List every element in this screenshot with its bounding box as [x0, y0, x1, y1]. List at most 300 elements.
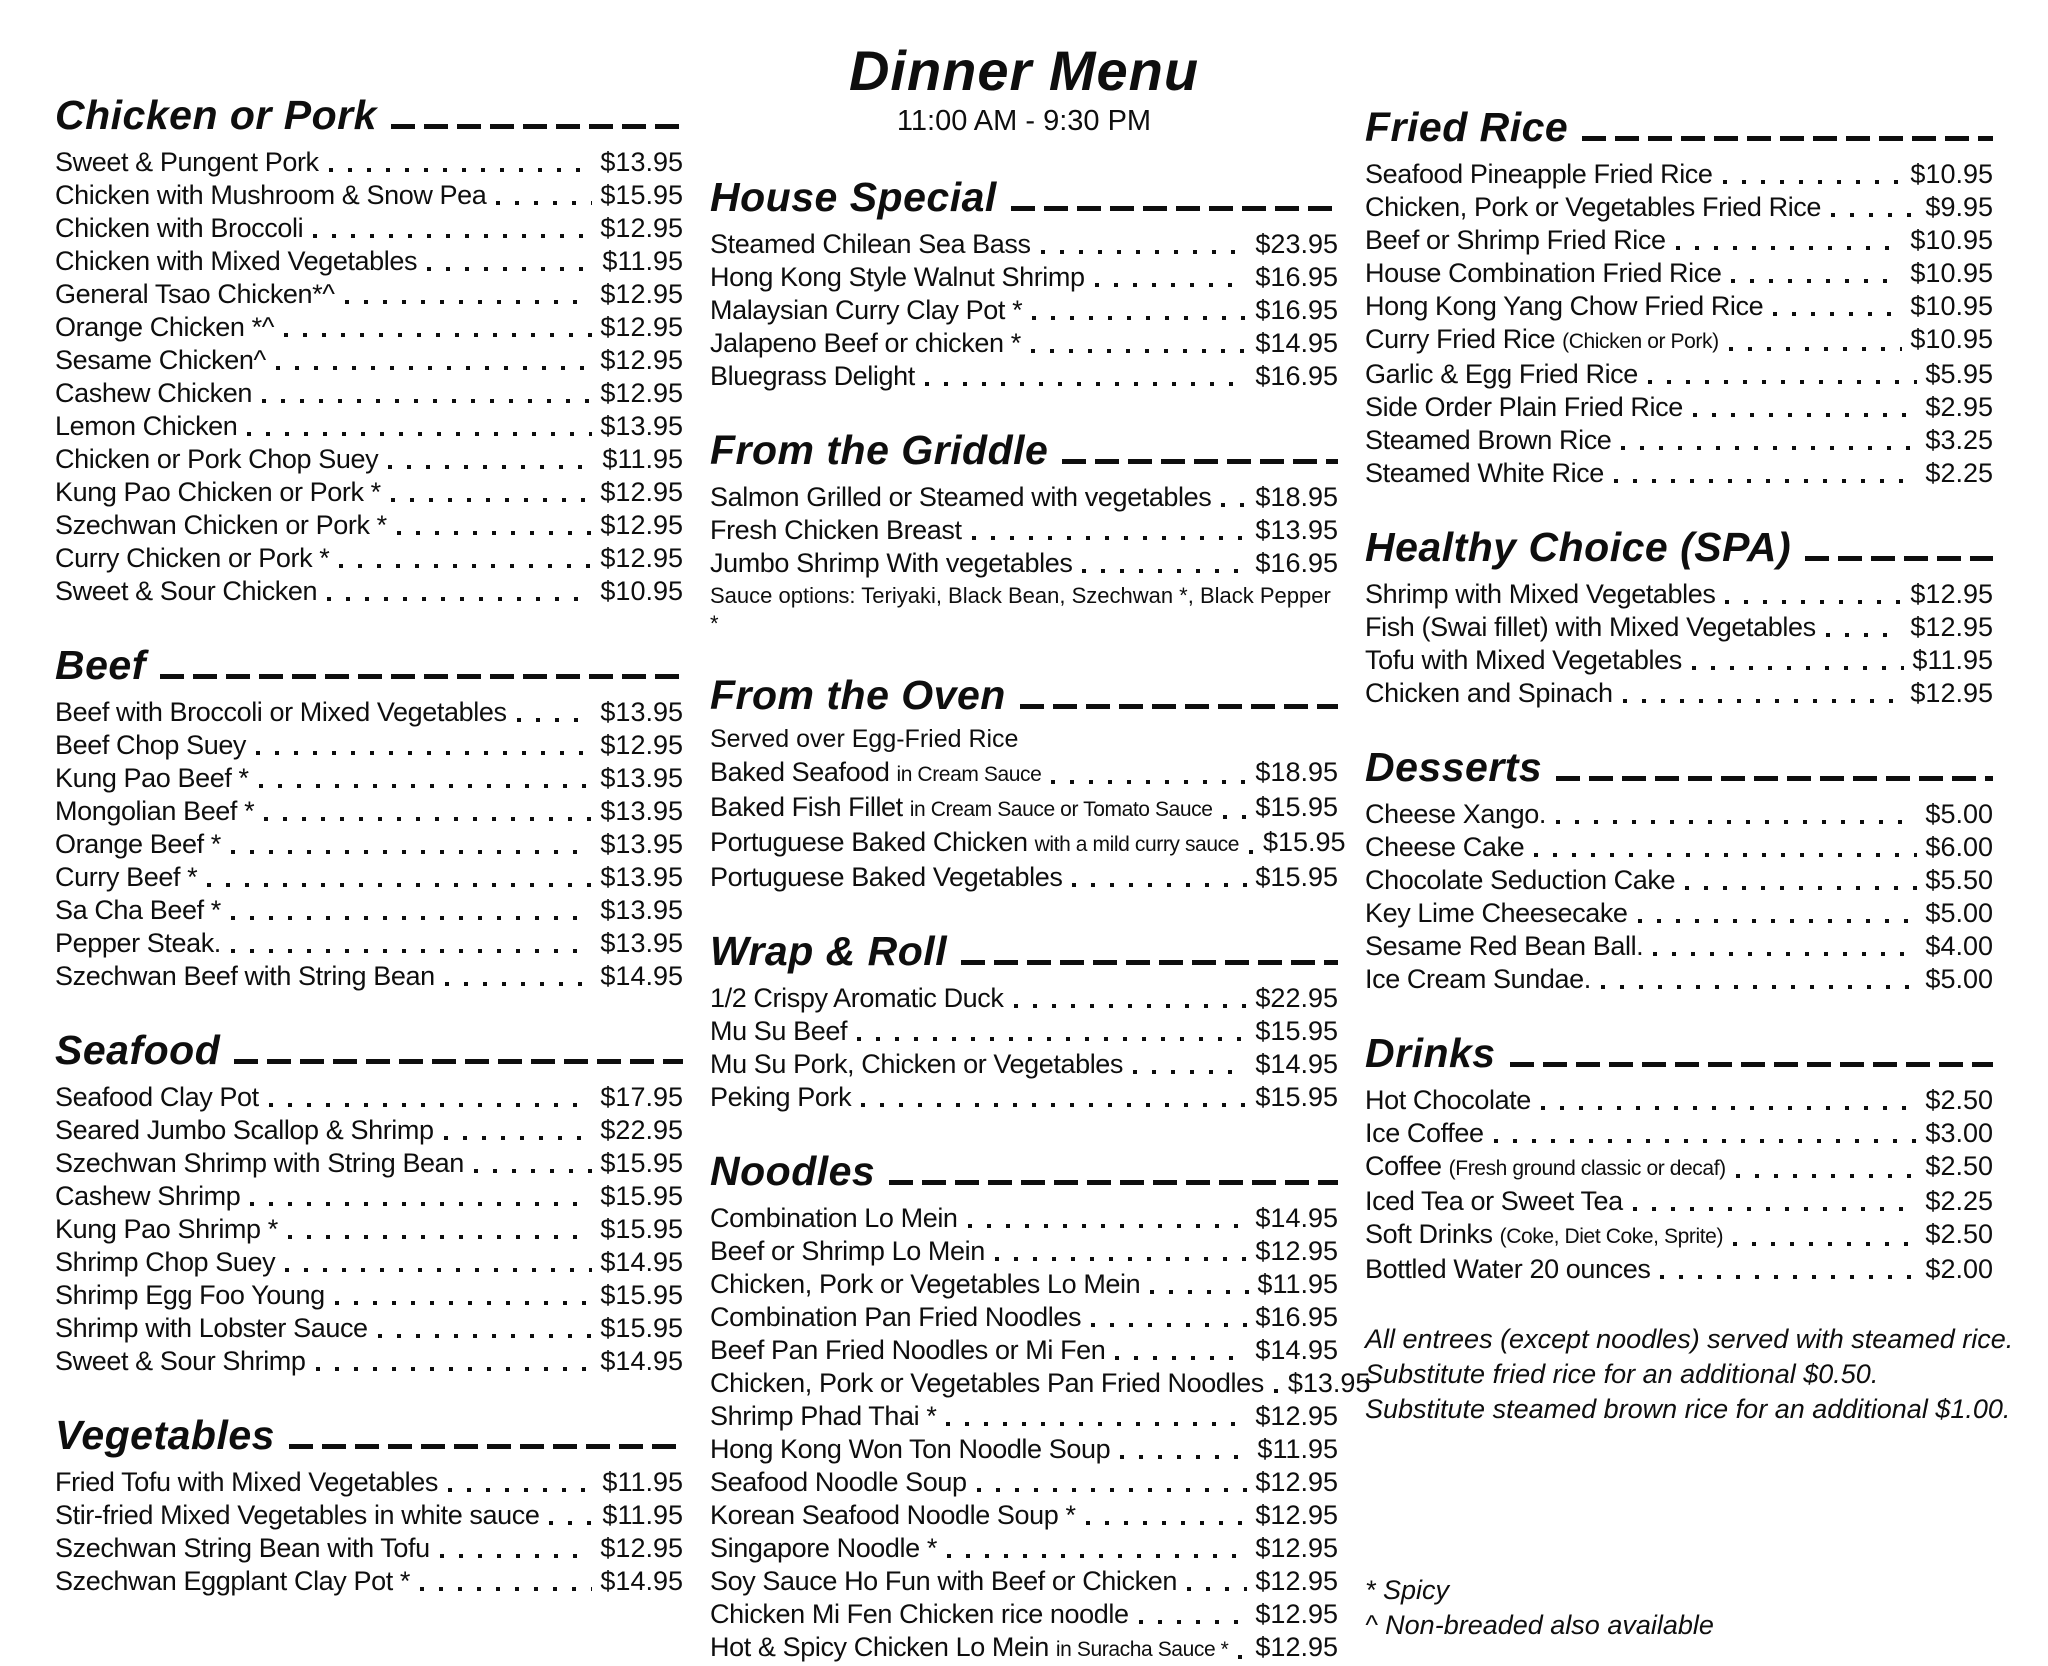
item-name: Beef or Shrimp Lo Mein: [710, 1236, 985, 1266]
item-name: Shrimp with Mixed Vegetables: [1365, 579, 1716, 609]
item-name: Mu Su Pork, Chicken or Vegetables: [710, 1049, 1124, 1079]
item-name: Combination Pan Fried Noodles: [710, 1302, 1082, 1332]
dot-leader: [1133, 1070, 1247, 1074]
item-name: Orange Chicken *^: [55, 312, 274, 342]
dot-leader: [1676, 246, 1903, 250]
item-note: (Fresh ground classic or decaf): [1448, 1157, 1726, 1180]
menu-item-row: [710, 1499, 1338, 1532]
menu-section: [1365, 744, 1993, 996]
menu-column-right: [1365, 104, 2014, 1666]
item-price: $12.95: [1255, 1632, 1338, 1662]
item-price: $13.95: [600, 862, 683, 892]
menu-item-row: [710, 327, 1338, 360]
item-price: $2.50: [1925, 1085, 1993, 1115]
item-price: $13.95: [600, 928, 683, 958]
item-price: $15.95: [1255, 862, 1338, 892]
menu-item-row: [55, 828, 683, 861]
menu-item-row: [710, 1598, 1338, 1631]
dot-leader: [316, 1367, 593, 1371]
menu-item-row: [710, 1367, 1371, 1400]
section-header: [55, 1412, 683, 1458]
menu-item-row: [55, 1213, 683, 1246]
menu-item-row: [710, 1565, 1338, 1598]
dot-leader: [1187, 1587, 1247, 1591]
dot-leader: [968, 1224, 1248, 1228]
dot-leader: [1723, 180, 1903, 184]
menu-item-row: [1365, 257, 1993, 290]
section-header: [710, 427, 1338, 473]
item-name: Sweet & Pungent Pork: [55, 147, 319, 177]
section-header: [710, 174, 1338, 220]
dot-leader: [329, 168, 593, 172]
section-title: Desserts: [1365, 744, 1543, 790]
menu-item-row: [55, 1114, 683, 1147]
dot-leader: [1831, 213, 1917, 217]
item-name: Bottled Water 20 ounces: [1365, 1254, 1651, 1284]
item-name: Sesame Red Bean Ball.: [1365, 931, 1644, 961]
item-price: $5.00: [1925, 964, 1993, 994]
service-notes: [1365, 1322, 2014, 1427]
item-name: Fish (Swai fillet) with Mixed Vegetables: [1365, 612, 1816, 642]
item-price: $10.95: [1910, 225, 1993, 255]
section-dash-rule: [391, 124, 683, 129]
dot-leader: [1032, 316, 1247, 320]
item-price: $12.95: [600, 510, 683, 540]
item-price: $12.95: [1910, 579, 1993, 609]
right-column-sections: [1365, 104, 1993, 1286]
menu-item-row: [710, 1235, 1338, 1268]
dot-leader: [250, 1202, 592, 1206]
dot-leader: [1601, 985, 1918, 989]
menu-item-row: [55, 476, 683, 509]
menu-item-row: [55, 1246, 683, 1279]
menu-section: [710, 928, 1338, 1114]
item-name: Hot & Spicy Chicken Lo Mein: [710, 1632, 1049, 1662]
item-name: Jalapeno Beef or chicken *: [710, 328, 1021, 358]
dot-leader: [1725, 600, 1902, 604]
item-price: $15.95: [1262, 827, 1346, 857]
item-price: $10.95: [1910, 324, 1993, 354]
dot-leader: [1736, 1174, 1918, 1178]
item-price: $14.95: [1255, 1049, 1338, 1079]
dot-leader: [444, 1136, 593, 1140]
item-price: $12.95: [1255, 1401, 1338, 1431]
section-title: Seafood: [55, 1027, 221, 1073]
dot-leader: [256, 751, 592, 755]
dot-leader: [1773, 312, 1902, 316]
item-name: Chicken, Pork or Vegetables Fried Rice: [1365, 192, 1822, 222]
dot-leader: [1494, 1139, 1918, 1143]
menu-item-row: [710, 1400, 1338, 1433]
menu-item-row: [55, 278, 683, 311]
dot-leader: [1072, 883, 1247, 887]
item-price: $15.95: [1255, 1016, 1338, 1046]
item-price: $14.95: [600, 1346, 683, 1376]
item-price: $15.95: [600, 1280, 683, 1310]
item-name: Curry Chicken or Pork *: [55, 543, 330, 573]
menu-item-row: [55, 1180, 683, 1213]
item-price: $13.95: [600, 895, 683, 925]
dot-leader: [474, 1169, 593, 1173]
item-price: $12.95: [1910, 612, 1993, 642]
menu-item-row: [1365, 323, 1993, 358]
item-price: $12.95: [1255, 1533, 1338, 1563]
dot-leader: [1633, 1207, 1918, 1211]
dot-leader: [1692, 666, 1905, 670]
dot-leader: [1223, 815, 1248, 819]
item-name: Szechwan String Bean with Tofu: [55, 1533, 430, 1563]
menu-item-row: [55, 729, 683, 762]
service-note-line: Substitute steamed brown rice for an additional $1.00.: [1365, 1394, 2011, 1424]
dot-leader: [345, 300, 593, 304]
item-price: $2.25: [1925, 1186, 1993, 1216]
item-note: in Suracha Sauce *: [1055, 1638, 1229, 1661]
item-price: $12.95: [600, 279, 683, 309]
menu-item-row: [710, 982, 1338, 1015]
menu-item-row: [55, 1466, 683, 1499]
item-name: Hong Kong Style Walnut Shrimp: [710, 262, 1085, 292]
dot-leader: [339, 564, 592, 568]
menu-section: [1365, 524, 1993, 710]
item-price: $3.25: [1925, 425, 1993, 455]
item-price: $10.95: [600, 576, 683, 606]
item-price: $6.00: [1925, 832, 1993, 862]
section-title: Fried Rice: [1365, 104, 1569, 150]
dot-leader: [1221, 503, 1247, 507]
menu-item-row: [55, 696, 683, 729]
menu-item-row: [55, 1532, 683, 1565]
item-price: $18.95: [1255, 757, 1338, 787]
menu-item-row: [1365, 611, 1993, 644]
item-name: Chicken Mi Fen Chicken rice noodle: [710, 1599, 1129, 1629]
dot-leader: [1693, 413, 1918, 417]
menu-column-middle: [710, 39, 1371, 1666]
menu-item-row: [1365, 424, 1993, 457]
dot-leader: [1653, 952, 1917, 956]
section-dash-rule: [234, 1059, 683, 1064]
menu-item-row: [55, 410, 683, 443]
dot-leader: [288, 1235, 593, 1239]
menu-item-row: [710, 1301, 1338, 1334]
item-price: $5.00: [1925, 898, 1993, 928]
section-subtitle: Served over Egg-Fried Rice: [710, 725, 1019, 753]
item-price: $13.95: [600, 796, 683, 826]
item-name: Soy Sauce Ho Fun with Beef or Chicken: [710, 1566, 1177, 1596]
menu-item-row: [710, 1048, 1338, 1081]
item-price: $2.25: [1925, 458, 1993, 488]
menu-item-row: [710, 261, 1338, 294]
item-price: $13.95: [1287, 1368, 1371, 1398]
item-name: Baked Fish Fillet: [710, 792, 903, 822]
menu-section: [710, 427, 1338, 638]
item-note: with a mild curry sauce: [1034, 833, 1239, 856]
menu-item-row: [1365, 224, 1993, 257]
item-name: Chicken and Spinach: [1365, 678, 1613, 708]
menu-item-row: [710, 1268, 1338, 1301]
legend-line-spicy: * Spicy: [1365, 1575, 1450, 1605]
section-title: Healthy Choice (SPA): [1365, 524, 1792, 570]
menu-item-row: [1365, 1218, 1993, 1253]
item-name: Sweet & Sour Chicken: [55, 576, 318, 606]
section-dash-rule: [1805, 556, 1993, 561]
dot-leader: [857, 1037, 1247, 1041]
service-note-line: All entrees (except noodles) served with steamed rice.: [1365, 1324, 2014, 1354]
item-price: $9.95: [1925, 192, 1993, 222]
section-dash-rule: [1020, 704, 1338, 709]
dot-leader: [1274, 1389, 1280, 1393]
item-price: $15.95: [1255, 792, 1338, 822]
item-name: Chocolate Seduction Cake: [1365, 865, 1676, 895]
page-title: Dinner Menu: [848, 39, 1200, 102]
item-name: Steamed White Rice: [1365, 458, 1604, 488]
dot-leader: [1556, 820, 1917, 824]
dot-leader: [1031, 349, 1248, 353]
dot-leader: [1086, 1521, 1248, 1525]
menu-item-row: [710, 1466, 1338, 1499]
item-price: $14.95: [600, 1247, 683, 1277]
item-name: Szechwan Eggplant Clay Pot *: [55, 1566, 411, 1596]
item-price: $13.95: [600, 829, 683, 859]
dot-leader: [977, 1488, 1248, 1492]
item-price: $5.00: [1925, 799, 1993, 829]
menu-item-row: [55, 960, 683, 993]
dot-leader: [947, 1554, 1247, 1558]
item-price: $15.95: [600, 1148, 683, 1178]
item-price: $12.95: [1255, 1467, 1338, 1497]
item-price: $16.95: [1255, 1302, 1338, 1332]
menu-column-left: [55, 92, 683, 1666]
item-price: $12.95: [1255, 1566, 1338, 1596]
service-note-line: Substitute fried rice for an additional $0.50.: [1365, 1359, 1879, 1389]
item-name: Tofu with Mixed Vegetables: [1365, 645, 1682, 675]
item-name: Cashew Chicken: [55, 378, 252, 408]
item-price: $2.50: [1925, 1151, 1993, 1181]
menu-item-row: [710, 826, 1346, 861]
item-name: Chicken or Pork Chop Suey: [55, 444, 379, 474]
dot-leader: [1729, 347, 1903, 351]
dot-leader: [1648, 380, 1918, 384]
dot-leader: [517, 718, 593, 722]
item-price: $2.00: [1925, 1254, 1993, 1284]
section-title: Noodles: [710, 1148, 876, 1194]
dot-leader: [440, 1554, 593, 1558]
item-name: Curry Fried Rice: [1365, 324, 1556, 354]
item-price: $15.95: [600, 1214, 683, 1244]
item-name: Portuguese Baked Chicken: [710, 827, 1028, 857]
dot-leader: [1733, 1242, 1917, 1246]
item-name: Iced Tea or Sweet Tea: [1365, 1186, 1623, 1216]
dot-leader: [496, 201, 592, 205]
item-name: General Tsao Chicken*^: [55, 279, 335, 309]
item-name: Szechwan Shrimp with String Bean: [55, 1148, 464, 1178]
menu-item-row: [55, 179, 683, 212]
section-dash-rule: [1582, 136, 1993, 141]
dot-leader: [1541, 1106, 1918, 1110]
item-name: Cheese Cake: [1365, 832, 1525, 862]
menu-item-row: [55, 1081, 683, 1114]
menu-item-row: [1365, 358, 1993, 391]
menu-section: [55, 92, 683, 608]
item-price: $12.95: [600, 730, 683, 760]
dot-leader: [1614, 479, 1918, 483]
item-price: $2.95: [1925, 392, 1993, 422]
item-name: Fried Tofu with Mixed Vegetables: [55, 1467, 438, 1497]
section-header: [710, 928, 1338, 974]
dot-leader: [378, 1334, 593, 1338]
dot-leader: [264, 817, 592, 821]
dot-leader: [448, 1488, 595, 1492]
dot-leader: [388, 465, 594, 469]
item-name: Hong Kong Yang Chow Fried Rice: [1365, 291, 1764, 321]
item-name: Portuguese Baked Vegetables: [710, 862, 1063, 892]
menu-item-row: [55, 311, 683, 344]
item-price: $15.95: [600, 1181, 683, 1211]
menu-item-row: [1365, 391, 1993, 424]
item-name: Shrimp Phad Thai *: [710, 1401, 937, 1431]
section-header: [1365, 1030, 1993, 1076]
menu-item-row: [710, 1334, 1338, 1367]
item-name: Cashew Shrimp: [55, 1181, 241, 1211]
item-price: $14.95: [600, 1566, 683, 1596]
menu-section: [710, 672, 1346, 894]
item-price: $16.95: [1255, 548, 1338, 578]
section-dash-rule: [160, 674, 683, 679]
menu-section: [55, 1412, 683, 1598]
item-name: Baked Seafood: [710, 757, 890, 787]
item-price: $15.95: [600, 180, 683, 210]
dot-leader: [1150, 1290, 1249, 1294]
section-dash-rule: [289, 1444, 683, 1449]
item-name: Ice Cream Sundae.: [1365, 964, 1591, 994]
item-price: $10.95: [1910, 159, 1993, 189]
item-price: $13.95: [600, 411, 683, 441]
section-header: [55, 1027, 683, 1073]
dot-leader: [207, 883, 592, 887]
item-price: $13.95: [600, 147, 683, 177]
menu-item-row: [55, 146, 683, 179]
item-name: Beef with Broccoli or Mixed Vegetables: [55, 697, 507, 727]
menu-item-row: [1365, 158, 1993, 191]
item-name: Chicken, Pork or Vegetables Lo Mein: [710, 1269, 1141, 1299]
item-price: $11.95: [602, 1467, 683, 1497]
menu-item-row: [1365, 191, 1993, 224]
item-price: $12.95: [600, 1533, 683, 1563]
dot-leader: [445, 982, 593, 986]
dot-leader: [1826, 633, 1903, 637]
menu-item-row: [55, 894, 683, 927]
menu-item-row: [710, 1631, 1338, 1666]
item-name: Soft Drinks: [1365, 1219, 1493, 1249]
section-dash-rule: [889, 1180, 1338, 1185]
item-price: $3.00: [1925, 1118, 1993, 1148]
item-name: Szechwan Beef with String Bean: [55, 961, 435, 991]
dot-leader: [1621, 446, 1917, 450]
menu-item-row: [55, 1499, 683, 1532]
menu-item-row: [55, 245, 683, 278]
section-header: [1365, 744, 1993, 790]
dot-leader: [1095, 283, 1248, 287]
item-price: $14.95: [1255, 1203, 1338, 1233]
dot-leader: [262, 399, 592, 403]
section-title: Vegetables: [55, 1412, 275, 1458]
item-price: $13.95: [600, 697, 683, 727]
menu-item-row: [710, 791, 1338, 826]
item-name: Chicken with Mushroom & Snow Pea: [55, 180, 487, 210]
item-price: $11.95: [1912, 645, 1993, 675]
menu-section: [710, 1148, 1371, 1666]
menu-item-row: [1365, 644, 1993, 677]
section-title: Wrap & Roll: [710, 928, 948, 974]
item-price: $11.95: [1257, 1434, 1338, 1464]
item-name: Steamed Brown Rice: [1365, 425, 1612, 455]
dot-leader: [925, 382, 1248, 386]
item-price: $4.00: [1925, 931, 1993, 961]
item-price: $5.50: [1925, 865, 1993, 895]
dot-leader: [861, 1103, 1247, 1107]
item-price: $16.95: [1255, 361, 1338, 391]
item-name: Sweet & Sour Shrimp: [55, 1346, 306, 1376]
item-note: in Cream Sauce or Tomato Sauce: [909, 798, 1213, 821]
menu-item-row: [710, 294, 1338, 327]
item-name: Malaysian Curry Clay Pot *: [710, 295, 1023, 325]
item-name: Key Lime Cheesecake: [1365, 898, 1628, 928]
menu-item-row: [55, 795, 683, 828]
item-name: Hot Chocolate: [1365, 1085, 1531, 1115]
section-dash-rule: [1011, 206, 1338, 211]
item-price: $12.95: [1910, 678, 1993, 708]
section-header: [710, 1148, 1338, 1194]
item-name: Shrimp with Lobster Sauce: [55, 1313, 368, 1343]
item-price: $13.95: [600, 763, 683, 793]
item-price: $22.95: [1255, 983, 1338, 1013]
item-price: $10.95: [1910, 258, 1993, 288]
menu-item-row: [55, 927, 683, 960]
menu-item-row: [710, 547, 1338, 580]
dot-leader: [1082, 569, 1247, 573]
menu-item-row: [1365, 897, 1993, 930]
item-name: Pepper Steak.: [55, 928, 221, 958]
dot-leader: [285, 1268, 592, 1272]
menu-section: [55, 1027, 683, 1378]
item-price: $18.95: [1255, 482, 1338, 512]
menu-section: [55, 642, 683, 993]
item-name: Szechwan Chicken or Pork *: [55, 510, 387, 540]
item-price: $14.95: [1255, 328, 1338, 358]
dot-leader: [1249, 850, 1255, 854]
dot-leader: [427, 267, 594, 271]
item-name: 1/2 Crispy Aromatic Duck: [710, 983, 1004, 1013]
section-header: [55, 92, 683, 138]
dot-leader: [972, 536, 1248, 540]
menu-section: [1365, 1030, 1993, 1286]
menu-item-row: [1365, 1084, 1993, 1117]
menu-item-row: [1365, 677, 1993, 710]
item-name: Steamed Chilean Sea Bass: [710, 229, 1031, 259]
section-dash-rule: [961, 960, 1338, 965]
item-note: in Cream Sauce: [896, 763, 1042, 786]
menu-item-row: [55, 1345, 683, 1378]
menu-item-row: [1365, 1185, 1993, 1218]
dot-leader: [1638, 919, 1918, 923]
menu-item-row: [1365, 457, 1993, 490]
item-name: Shrimp Egg Foo Young: [55, 1280, 325, 1310]
section-header: [1365, 104, 1993, 150]
item-name: Bluegrass Delight: [710, 361, 915, 391]
section-title: From the Oven: [710, 672, 1006, 718]
item-name: Korean Seafood Noodle Soup *: [710, 1500, 1076, 1530]
menu-item-row: [55, 1312, 683, 1345]
item-name: Hong Kong Won Ton Noodle Soup: [710, 1434, 1111, 1464]
